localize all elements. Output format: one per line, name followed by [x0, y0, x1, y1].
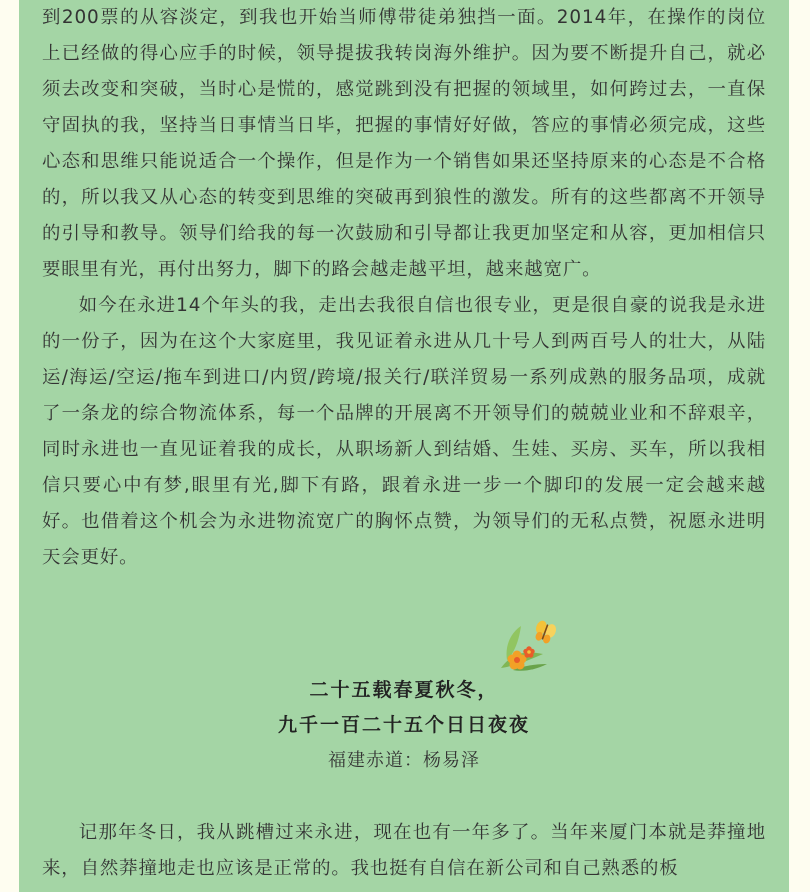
flower-butterfly-icon: [493, 620, 559, 676]
section-body: [42, 815, 766, 887]
article-paragraph-2: 如今在永进14个年头的我，走出去我很自信也很专业，更是很自豪的说我是永进的一份子，因为在这个大家庭里，我见证着永进从几十号人到两百号人的壮大，从陆运/海运/空运/拖车到进口/内贸/跨境/报关行/联洋贸易一系列成熟的服务品项，成就了一条龙的综合物流体系，每一个品牌的开展离不开领导们的兢兢业业和不辞艰辛，同时永进也一直见证着我的成长，从职场新人到结婚、生娃、买房、买车，所以我相信只要心中有梦,眼里有光,脚下有路，跟着永进一步一个脚印的发展一定会越来越好。也借着这个机会为永进物流宽广的胸怀点赞，为领导们的无私点赞，祝愿永进明天会更好。: [42, 295, 766, 568]
section-byline: 福建赤道：杨易泽: [328, 750, 480, 771]
section-title-line-1: 二十五载春夏秋冬，: [309, 679, 499, 701]
section-intro-paragraph: 记那年冬日，我从跳槽过来永进，现在也有一年多了。当年来厦门本就是莽撞地来，自然莽撞地走也应该是正常的。我也挺有自信在新公司和自己熟悉的板: [42, 822, 766, 879]
article-panel: [19, 0, 789, 892]
article-body: [42, 0, 766, 576]
butterfly-shape: [532, 620, 558, 645]
section-title-line-2: 九千一百二十五个日日夜夜: [277, 714, 530, 736]
flower-shape: [523, 646, 534, 657]
article-paragraph-1: 到200票的从容淡定，到我也开始当师傅带徒弟独挡一面。2014年，在操作的岗位上已经做的得心应手的时候，领导提拔我转岗海外维护。因为要不断提升自己，就必须去改变和突破，当时心是慌的，感觉跳到没有把握的领域里，如何跨过去，一直保守固执的我，坚持当日事情当日毕，把握的事情好好做，答应的事情必须完成，这些心态和思维只能说适合一个操作，但是作为一个销售如果还坚持原来的心态是不合格的，所以我又从心态的转变到思维的突破再到狼性的激发。所有的这些都离不开领导的引导和教导。领导们给我的每一次鼓励和引导都让我更加坚定和从容，更加相信只要眼里有光，再付出努力，脚下的路会越走越平坦，越来越宽广。: [42, 7, 766, 280]
